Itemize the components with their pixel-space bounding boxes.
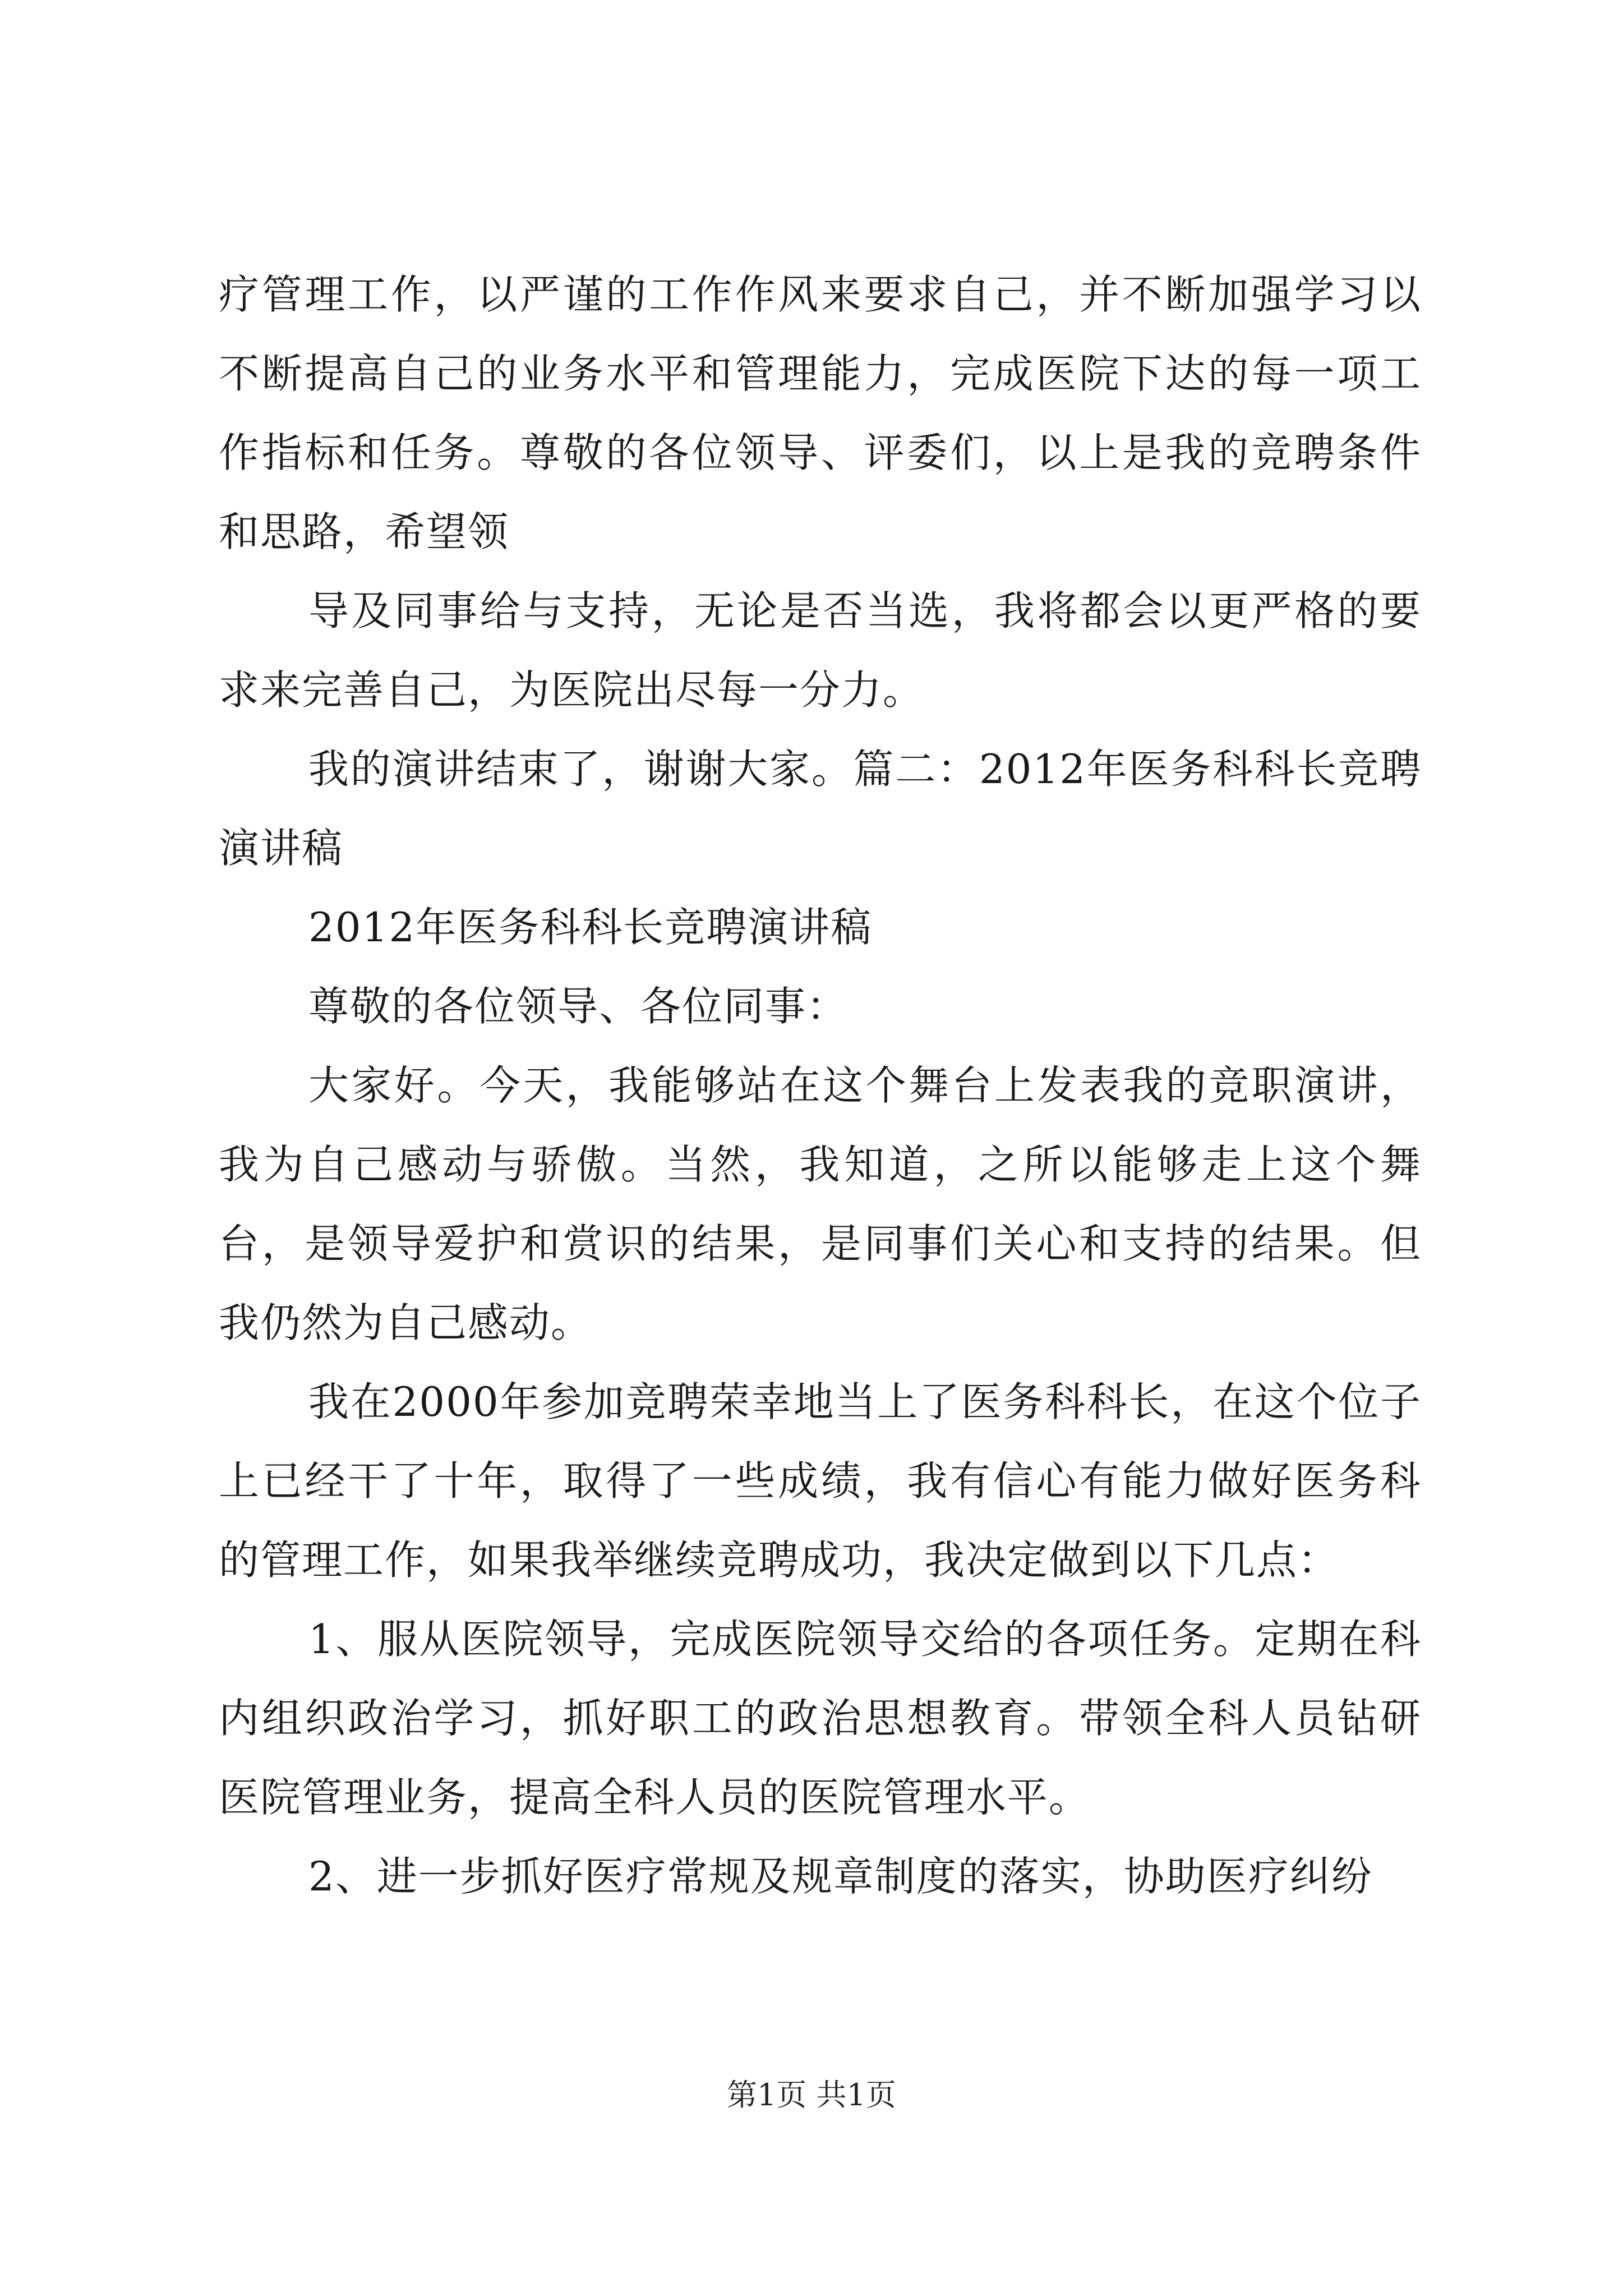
list-item-1: 1、服从医院领导，完成医院领导交给的各项任务。定期在科内组织政治学习，抓好职工的政治思想教育。带领全科人员钻研医院管理业务，提高全科人员的医院管理水平。 — [219, 1616, 1422, 1821]
list-item-2: 2、进一步抓好医疗常规及规章制度的落实，协助医疗纠纷 — [308, 1853, 1373, 1900]
document-title: 2012年医务科科长竞聘演讲稿 — [308, 904, 873, 951]
paragraph-3: 我的演讲结束了，谢谢大家。篇二：2012年医务科科长竞聘演讲稿 — [219, 746, 1422, 872]
paragraph-6: 大家好。今天，我能够站在这个舞台上发表我的竞职演讲，我为自己感动与骄傲。当然，我知道，之所以能够走上这个舞台，是领导爱护和赏识的结果，是同事们关心和支持的结果。但我仍然为自己感动。 — [219, 1062, 1422, 1346]
document-body — [219, 255, 1422, 1916]
paragraph-7: 我在2000年参加竞聘荣幸地当上了医务科科长，在这个位子上已经干了十年，取得了一些成绩，我有信心有能力做好医务科的管理工作，如果我举继续竞聘成功，我决定做到以下几点： — [219, 1378, 1422, 1584]
paragraph-1: 疗管理工作，以严谨的工作作风来要求自己，并不断加强学习以不断提高自己的业务水平和管理能力，完成医院下达的每一项工作指标和任务。尊敬的各位领导、评委们，以上是我的竞聘条件和思路，希望领 — [219, 271, 1422, 555]
salutation: 尊敬的各位领导、各位同事： — [308, 983, 849, 1030]
page-footer: 第1页 共1页 — [727, 2077, 896, 2113]
paragraph-2: 导及同事给与支持，无论是否当选，我将都会以更严格的要求来完善自己，为医院出尽每一分力。 — [219, 587, 1422, 714]
